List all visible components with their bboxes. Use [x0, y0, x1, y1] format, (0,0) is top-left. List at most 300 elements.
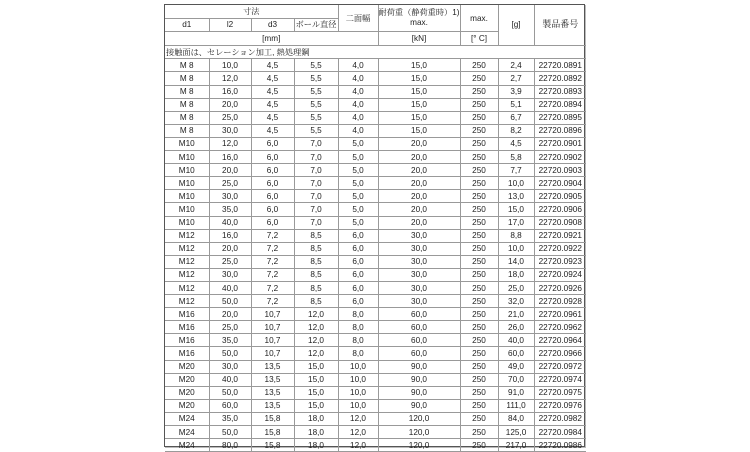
cell-d3: 15,8	[251, 426, 294, 439]
cell-d1: M10	[165, 164, 209, 177]
cell-part-number: 22720.0891	[534, 59, 586, 72]
cell-d3: 10,7	[251, 321, 294, 334]
cell-ball-diameter: 15,0	[294, 360, 338, 373]
cell-d3: 13,5	[251, 386, 294, 399]
cell-ball-diameter: 5,5	[294, 72, 338, 85]
cell-width-across-flats: 8,0	[338, 347, 378, 360]
cell-part-number: 22720.0982	[534, 412, 586, 425]
cell-part-number: 22720.0903	[534, 164, 586, 177]
cell-d1: M20	[165, 386, 209, 399]
cell-d1: M12	[165, 295, 209, 308]
table-row	[165, 111, 586, 124]
cell-load-capacity: 20,0	[378, 137, 460, 150]
cell-max-temp: 250	[460, 98, 498, 111]
cell-weight: 8,8	[498, 229, 534, 242]
cell-l2: 30,0	[209, 268, 251, 281]
cell-width-across-flats: 6,0	[338, 229, 378, 242]
cell-l2: 25,0	[209, 255, 251, 268]
spec-table-frame	[164, 4, 585, 450]
cell-d1: M16	[165, 334, 209, 347]
cell-max-temp: 250	[460, 151, 498, 164]
cell-weight: 217,0	[498, 439, 534, 452]
cell-d1: M 8	[165, 59, 209, 72]
cell-part-number: 22720.0921	[534, 229, 586, 242]
cell-load-capacity: 120,0	[378, 426, 460, 439]
cell-weight: 10,0	[498, 242, 534, 255]
cell-d1: M10	[165, 151, 209, 164]
table-row	[165, 203, 586, 216]
cell-width-across-flats: 8,0	[338, 321, 378, 334]
cell-weight: 84,0	[498, 412, 534, 425]
table-row	[165, 72, 586, 85]
cell-d1: M12	[165, 242, 209, 255]
cell-weight: 3,9	[498, 85, 534, 98]
cell-part-number: 22720.0962	[534, 321, 586, 334]
table-row	[165, 242, 586, 255]
cell-max-temp: 250	[460, 295, 498, 308]
cell-d1: M24	[165, 439, 209, 452]
cell-width-across-flats: 12,0	[338, 412, 378, 425]
table-row	[165, 177, 586, 190]
cell-load-capacity: 30,0	[378, 268, 460, 281]
cell-ball-diameter: 5,5	[294, 98, 338, 111]
table-row	[165, 321, 586, 334]
table-row	[165, 151, 586, 164]
cell-load-capacity: 20,0	[378, 151, 460, 164]
cell-d1: M16	[165, 347, 209, 360]
cell-ball-diameter: 18,0	[294, 412, 338, 425]
cell-part-number: 22720.0975	[534, 386, 586, 399]
cell-d1: M24	[165, 412, 209, 425]
spec-table	[165, 5, 586, 452]
cell-weight: 5,1	[498, 98, 534, 111]
cell-ball-diameter: 15,0	[294, 399, 338, 412]
cell-d3: 6,0	[251, 177, 294, 190]
cell-ball-diameter: 5,5	[294, 124, 338, 137]
cell-d1: M20	[165, 360, 209, 373]
cell-l2: 35,0	[209, 203, 251, 216]
cell-part-number: 22720.0926	[534, 281, 586, 294]
cell-l2: 20,0	[209, 242, 251, 255]
cell-max-temp: 250	[460, 268, 498, 281]
cell-max-temp: 250	[460, 399, 498, 412]
table-row	[165, 137, 586, 150]
cell-d3: 4,5	[251, 59, 294, 72]
header-load-line2: max.	[410, 18, 428, 28]
cell-l2: 10,0	[209, 59, 251, 72]
table-row	[165, 281, 586, 294]
table-row	[165, 164, 586, 177]
cell-weight: 2,4	[498, 59, 534, 72]
cell-ball-diameter: 18,0	[294, 426, 338, 439]
cell-d1: M 8	[165, 124, 209, 137]
cell-l2: 12,0	[209, 137, 251, 150]
cell-width-across-flats: 4,0	[338, 98, 378, 111]
cell-l2: 20,0	[209, 308, 251, 321]
cell-part-number: 22720.0902	[534, 151, 586, 164]
cell-width-across-flats: 10,0	[338, 399, 378, 412]
cell-l2: 12,0	[209, 72, 251, 85]
cell-load-capacity: 60,0	[378, 321, 460, 334]
cell-load-capacity: 15,0	[378, 59, 460, 72]
cell-l2: 20,0	[209, 164, 251, 177]
cell-d3: 6,0	[251, 203, 294, 216]
cell-width-across-flats: 12,0	[338, 439, 378, 452]
cell-l2: 30,0	[209, 124, 251, 137]
cell-load-capacity: 60,0	[378, 347, 460, 360]
cell-ball-diameter: 7,0	[294, 151, 338, 164]
cell-width-across-flats: 6,0	[338, 242, 378, 255]
cell-ball-diameter: 7,0	[294, 137, 338, 150]
cell-ball-diameter: 15,0	[294, 386, 338, 399]
cell-d1: M 8	[165, 98, 209, 111]
cell-d3: 6,0	[251, 164, 294, 177]
header-d1: d1	[165, 18, 209, 32]
cell-l2: 16,0	[209, 151, 251, 164]
cell-weight: 60,0	[498, 347, 534, 360]
cell-load-capacity: 120,0	[378, 439, 460, 452]
cell-d1: M16	[165, 308, 209, 321]
cell-ball-diameter: 8,5	[294, 242, 338, 255]
cell-max-temp: 250	[460, 426, 498, 439]
cell-max-temp: 250	[460, 347, 498, 360]
cell-load-capacity: 120,0	[378, 412, 460, 425]
cell-l2: 40,0	[209, 216, 251, 229]
cell-ball-diameter: 8,5	[294, 295, 338, 308]
cell-part-number: 22720.0961	[534, 308, 586, 321]
cell-load-capacity: 60,0	[378, 308, 460, 321]
cell-d3: 13,5	[251, 360, 294, 373]
cell-d3: 4,5	[251, 72, 294, 85]
cell-weight: 7,7	[498, 164, 534, 177]
cell-d1: M16	[165, 321, 209, 334]
cell-width-across-flats: 5,0	[338, 216, 378, 229]
cell-d3: 4,5	[251, 85, 294, 98]
cell-weight: 125,0	[498, 426, 534, 439]
cell-width-across-flats: 6,0	[338, 255, 378, 268]
cell-weight: 14,0	[498, 255, 534, 268]
table-row	[165, 85, 586, 98]
cell-d3: 4,5	[251, 111, 294, 124]
cell-l2: 30,0	[209, 190, 251, 203]
cell-d1: M10	[165, 137, 209, 150]
cell-max-temp: 250	[460, 137, 498, 150]
cell-d3: 13,5	[251, 399, 294, 412]
cell-width-across-flats: 10,0	[338, 373, 378, 386]
cell-weight: 15,0	[498, 203, 534, 216]
header-l2: l2	[209, 18, 251, 32]
cell-d3: 10,7	[251, 347, 294, 360]
cell-max-temp: 250	[460, 111, 498, 124]
cell-weight: 2,7	[498, 72, 534, 85]
cell-l2: 40,0	[209, 373, 251, 386]
cell-max-temp: 250	[460, 439, 498, 452]
cell-max-temp: 250	[460, 203, 498, 216]
cell-width-across-flats: 4,0	[338, 59, 378, 72]
material-note: 接触面は、セレーション加工, 熱処理鋼	[165, 45, 586, 59]
cell-d3: 15,8	[251, 439, 294, 452]
cell-d3: 4,5	[251, 98, 294, 111]
cell-width-across-flats: 10,0	[338, 360, 378, 373]
unit-mm: [mm]	[165, 32, 378, 46]
cell-d1: M20	[165, 373, 209, 386]
cell-load-capacity: 15,0	[378, 124, 460, 137]
cell-load-capacity: 20,0	[378, 203, 460, 216]
cell-weight: 70,0	[498, 373, 534, 386]
cell-d3: 7,2	[251, 242, 294, 255]
cell-load-capacity: 20,0	[378, 177, 460, 190]
cell-ball-diameter: 5,5	[294, 59, 338, 72]
cell-d3: 10,7	[251, 308, 294, 321]
cell-part-number: 22720.0923	[534, 255, 586, 268]
cell-part-number: 22720.0966	[534, 347, 586, 360]
header-max-temp: max.	[460, 5, 498, 32]
cell-ball-diameter: 12,0	[294, 347, 338, 360]
cell-ball-diameter: 7,0	[294, 164, 338, 177]
cell-ball-diameter: 12,0	[294, 334, 338, 347]
cell-d1: M 8	[165, 85, 209, 98]
cell-ball-diameter: 7,0	[294, 203, 338, 216]
cell-max-temp: 250	[460, 242, 498, 255]
table-row	[165, 347, 586, 360]
cell-width-across-flats: 4,0	[338, 111, 378, 124]
cell-weight: 18,0	[498, 268, 534, 281]
cell-d3: 6,0	[251, 216, 294, 229]
cell-weight: 49,0	[498, 360, 534, 373]
cell-max-temp: 250	[460, 308, 498, 321]
cell-max-temp: 250	[460, 59, 498, 72]
table-row	[165, 412, 586, 425]
cell-part-number: 22720.0976	[534, 399, 586, 412]
cell-part-number: 22720.0895	[534, 111, 586, 124]
cell-d3: 6,0	[251, 151, 294, 164]
cell-max-temp: 250	[460, 373, 498, 386]
cell-l2: 80,0	[209, 439, 251, 452]
cell-l2: 50,0	[209, 426, 251, 439]
cell-l2: 30,0	[209, 360, 251, 373]
cell-ball-diameter: 15,0	[294, 373, 338, 386]
cell-d3: 7,2	[251, 229, 294, 242]
cell-d3: 4,5	[251, 124, 294, 137]
cell-weight: 13,0	[498, 190, 534, 203]
cell-width-across-flats: 4,0	[338, 124, 378, 137]
cell-l2: 16,0	[209, 229, 251, 242]
cell-ball-diameter: 12,0	[294, 321, 338, 334]
cell-l2: 60,0	[209, 399, 251, 412]
cell-d1: M 8	[165, 72, 209, 85]
cell-max-temp: 250	[460, 229, 498, 242]
cell-d1: M10	[165, 177, 209, 190]
cell-max-temp: 250	[460, 281, 498, 294]
cell-l2: 25,0	[209, 321, 251, 334]
cell-part-number: 22720.0893	[534, 85, 586, 98]
cell-max-temp: 250	[460, 85, 498, 98]
cell-width-across-flats: 5,0	[338, 203, 378, 216]
cell-weight: 111,0	[498, 399, 534, 412]
cell-l2: 16,0	[209, 85, 251, 98]
cell-max-temp: 250	[460, 360, 498, 373]
cell-width-across-flats: 4,0	[338, 85, 378, 98]
table-row	[165, 124, 586, 137]
cell-width-across-flats: 12,0	[338, 426, 378, 439]
cell-l2: 20,0	[209, 98, 251, 111]
cell-d1: M12	[165, 229, 209, 242]
cell-width-across-flats: 5,0	[338, 151, 378, 164]
cell-weight: 17,0	[498, 216, 534, 229]
cell-load-capacity: 15,0	[378, 85, 460, 98]
cell-ball-diameter: 5,5	[294, 85, 338, 98]
cell-load-capacity: 30,0	[378, 255, 460, 268]
cell-max-temp: 250	[460, 72, 498, 85]
cell-width-across-flats: 8,0	[338, 308, 378, 321]
cell-l2: 35,0	[209, 412, 251, 425]
cell-weight: 21,0	[498, 308, 534, 321]
cell-ball-diameter: 8,5	[294, 229, 338, 242]
cell-d1: M12	[165, 281, 209, 294]
unit-temp: [° C]	[460, 32, 498, 46]
cell-load-capacity: 30,0	[378, 242, 460, 255]
cell-d3: 10,7	[251, 334, 294, 347]
cell-width-across-flats: 6,0	[338, 281, 378, 294]
cell-load-capacity: 15,0	[378, 111, 460, 124]
cell-part-number: 22720.0922	[534, 242, 586, 255]
cell-weight: 10,0	[498, 177, 534, 190]
table-row	[165, 399, 586, 412]
cell-part-number: 22720.0906	[534, 203, 586, 216]
cell-ball-diameter: 8,5	[294, 268, 338, 281]
cell-l2: 25,0	[209, 111, 251, 124]
cell-weight: 5,8	[498, 151, 534, 164]
cell-weight: 4,5	[498, 137, 534, 150]
cell-load-capacity: 15,0	[378, 72, 460, 85]
cell-max-temp: 250	[460, 386, 498, 399]
cell-part-number: 22720.0904	[534, 177, 586, 190]
cell-load-capacity: 30,0	[378, 281, 460, 294]
cell-part-number: 22720.0901	[534, 137, 586, 150]
table-row	[165, 229, 586, 242]
cell-d3: 15,8	[251, 412, 294, 425]
cell-load-capacity: 60,0	[378, 334, 460, 347]
table-row	[165, 360, 586, 373]
cell-max-temp: 250	[460, 190, 498, 203]
cell-d1: M24	[165, 426, 209, 439]
table-row	[165, 295, 586, 308]
cell-ball-diameter: 18,0	[294, 439, 338, 452]
table-row	[165, 216, 586, 229]
cell-max-temp: 250	[460, 412, 498, 425]
cell-ball-diameter: 8,5	[294, 255, 338, 268]
cell-ball-diameter: 7,0	[294, 177, 338, 190]
header-dimensions-group: 寸法	[165, 5, 338, 18]
cell-part-number: 22720.0928	[534, 295, 586, 308]
cell-max-temp: 250	[460, 321, 498, 334]
cell-d3: 7,2	[251, 295, 294, 308]
table-row	[165, 386, 586, 399]
cell-ball-diameter: 7,0	[294, 216, 338, 229]
cell-max-temp: 250	[460, 334, 498, 347]
cell-d1: M12	[165, 268, 209, 281]
cell-d3: 13,5	[251, 373, 294, 386]
cell-load-capacity: 15,0	[378, 98, 460, 111]
cell-width-across-flats: 10,0	[338, 386, 378, 399]
cell-d3: 6,0	[251, 137, 294, 150]
cell-load-capacity: 20,0	[378, 216, 460, 229]
cell-ball-diameter: 12,0	[294, 308, 338, 321]
cell-d3: 7,2	[251, 281, 294, 294]
cell-max-temp: 250	[460, 164, 498, 177]
cell-max-temp: 250	[460, 216, 498, 229]
table-row	[165, 59, 586, 72]
cell-d3: 7,2	[251, 255, 294, 268]
cell-weight: 25,0	[498, 281, 534, 294]
cell-d1: M12	[165, 255, 209, 268]
cell-part-number: 22720.0972	[534, 360, 586, 373]
cell-ball-diameter: 8,5	[294, 281, 338, 294]
cell-load-capacity: 90,0	[378, 373, 460, 386]
cell-weight: 26,0	[498, 321, 534, 334]
cell-width-across-flats: 6,0	[338, 268, 378, 281]
cell-part-number: 22720.0896	[534, 124, 586, 137]
cell-load-capacity: 20,0	[378, 190, 460, 203]
cell-width-across-flats: 4,0	[338, 72, 378, 85]
header-part-number: 製品番号	[534, 5, 586, 45]
table-row	[165, 334, 586, 347]
table-row	[165, 373, 586, 386]
cell-weight: 6,7	[498, 111, 534, 124]
cell-part-number: 22720.0908	[534, 216, 586, 229]
cell-part-number: 22720.0892	[534, 72, 586, 85]
cell-ball-diameter: 5,5	[294, 111, 338, 124]
cell-d3: 6,0	[251, 190, 294, 203]
unit-kn: [kN]	[378, 32, 460, 46]
header-width-across-flats: 二面幅	[338, 5, 378, 32]
cell-weight: 40,0	[498, 334, 534, 347]
cell-width-across-flats: 8,0	[338, 334, 378, 347]
cell-part-number: 22720.0984	[534, 426, 586, 439]
cell-part-number: 22720.0924	[534, 268, 586, 281]
cell-width-across-flats: 6,0	[338, 295, 378, 308]
cell-part-number: 22720.0986	[534, 439, 586, 452]
cell-d3: 7,2	[251, 268, 294, 281]
table-row	[165, 426, 586, 439]
cell-load-capacity: 90,0	[378, 386, 460, 399]
cell-part-number: 22720.0894	[534, 98, 586, 111]
cell-max-temp: 250	[460, 255, 498, 268]
cell-width-across-flats: 5,0	[338, 190, 378, 203]
cell-l2: 40,0	[209, 281, 251, 294]
cell-part-number: 22720.0964	[534, 334, 586, 347]
header-d3: d3	[251, 18, 294, 32]
header-ball-diameter: ボール直径	[294, 18, 338, 32]
cell-load-capacity: 30,0	[378, 295, 460, 308]
header-weight: [g]	[498, 5, 534, 45]
table-row	[165, 98, 586, 111]
cell-d1: M 8	[165, 111, 209, 124]
header-load-line1: 耐荷重（静荷重時）1)	[378, 8, 460, 18]
cell-d1: M10	[165, 190, 209, 203]
cell-ball-diameter: 7,0	[294, 190, 338, 203]
cell-weight: 32,0	[498, 295, 534, 308]
cell-d1: M10	[165, 203, 209, 216]
header-row-1	[165, 5, 586, 18]
cell-l2: 25,0	[209, 177, 251, 190]
table-row	[165, 190, 586, 203]
cell-width-across-flats: 5,0	[338, 164, 378, 177]
cell-width-across-flats: 5,0	[338, 137, 378, 150]
cell-width-across-flats: 5,0	[338, 177, 378, 190]
cell-load-capacity: 30,0	[378, 229, 460, 242]
cell-l2: 50,0	[209, 295, 251, 308]
